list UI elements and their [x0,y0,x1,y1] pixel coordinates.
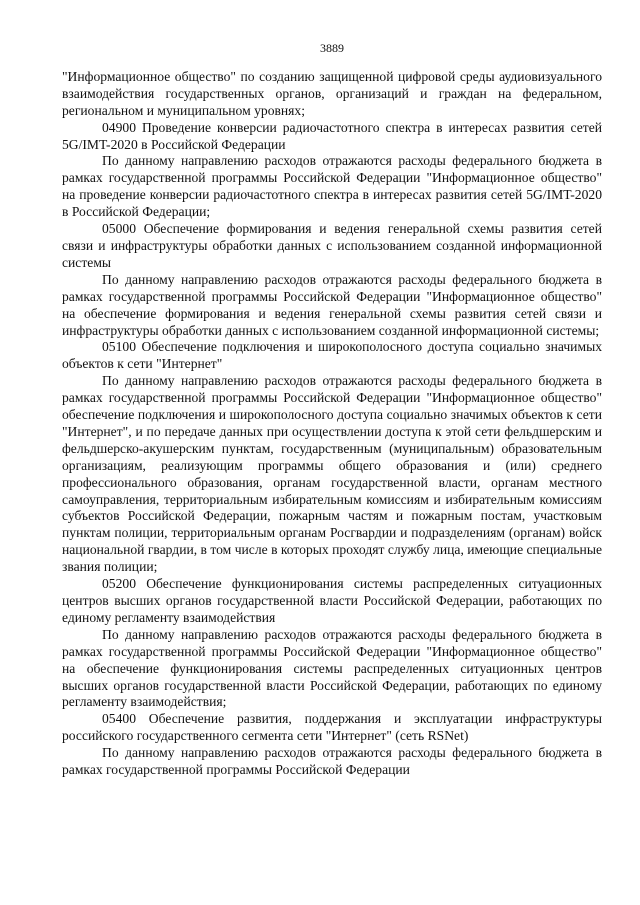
paragraph-05100-description: По данному направлению расходов отражаются расходы федерального бюджета в рамках государственной программы Российской Федерации "Информационное общество" обеспечение подключения и широкополосного доступа социально значимых объектов к сети "Интернет", и по передаче данных при осуществлении доступа к этой сети фельдшерским и фельдшерско-акушерским пунктам, государственным (муниципальным) образовательным организациям, реализующим программы общего образования и (или) среднего профессионального образования, органам государственной власти, органам местного самоуправления, территориальным избирательным комиссиям и избирательным комиссиям субъектов Российской Федерации, пожарным частям и пожарным постам, участковым пунктам полиции, территориальным органам Росгвардии и подразделениям (органам) войск национальной гвардии, в том числе в которых проходят службу лица, имеющие специальные звания полиции; [62,373,602,575]
paragraph-05200-description: По данному направлению расходов отражаются расходы федерального бюджета в рамках государственной программы Российской Федерации "Информационное общество" на обеспечение функционирования системы распределенных ситуационных центров высших органов государственной власти Российской Федерации, работающих по единому регламенту взаимодействия; [62,626,602,710]
section-heading-04900: 04900 Проведение конверсии радиочастотного спектра в интересах развития сетей 5G/IMT-2020 в Российской Федерации [62,119,602,152]
section-heading-05100: 05100 Обеспечение подключения и широкополосного доступа социально значимых объектов к сети "Интернет" [62,339,602,372]
paragraph-05400-description: По данному направлению расходов отражаются расходы федерального бюджета в рамках государственной программы Российской Федерации [62,745,602,778]
section-heading-05400: 05400 Обеспечение развития, поддержания и эксплуатации инфраструктуры российского государственного сегмента сети "Интернет" (сеть RSNet) [62,711,602,744]
paragraph-04900-description: По данному направлению расходов отражаются расходы федерального бюджета в рамках государственной программы Российской Федерации "Информационное общество" на проведение конверсии радиочастотного спектра в интересах развития сетей 5G/IMT-2020 в Российской Федерации; [62,153,602,220]
paragraph-continuation: "Информационное общество" по созданию защищенной цифровой среды аудиовизуального взаимодействия государственных органов, организаций и граждан на федеральном, региональном и муниципальном уровнях; [62,68,602,118]
paragraph-05000-description: По данному направлению расходов отражаются расходы федерального бюджета в рамках государственной программы Российской Федерации "Информационное общество" на обеспечение формирования и ведения генеральной схемы развития сетей связи и инфраструктуры обработки данных с использованием созданной информационной системы; [62,271,602,338]
document-page [62,40,602,779]
section-heading-05000: 05000 Обеспечение формирования и ведения генеральной схемы развития сетей связи и инфраструктуры обработки данных с использованием созданной информационной системы [62,221,602,270]
section-heading-05200: 05200 Обеспечение функционирования системы распределенных ситуационных центров высших органов государственной власти Российской Федерации, работающих по единому регламенту взаимодействия [62,576,602,625]
page-number: 3889 [320,41,344,55]
